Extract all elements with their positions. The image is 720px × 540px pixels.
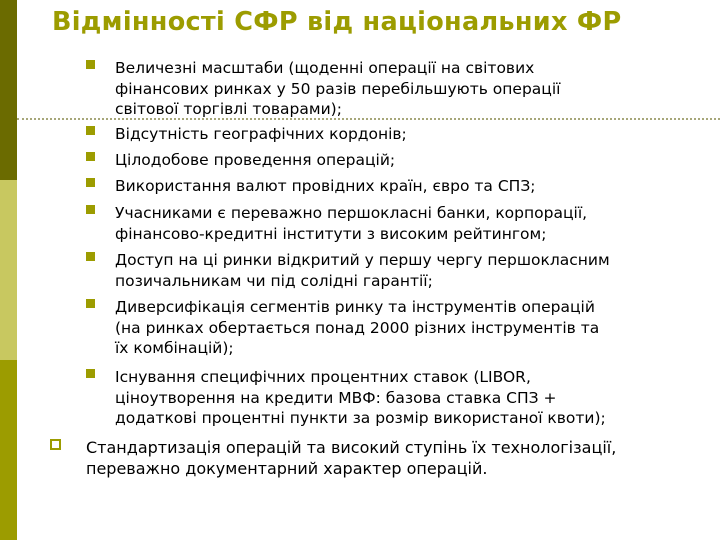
- text-line: переважно документарний характер операцій.: [86, 459, 488, 478]
- square-bullet-icon: [86, 178, 95, 187]
- text-line: Використання валют провідних країн, євро та СПЗ;: [115, 177, 536, 195]
- text-line: світової торгівлі товарами);: [115, 100, 342, 118]
- square-bullet-icon: [86, 252, 95, 261]
- text-line: Величезні масштаби (щоденні операції на світових: [115, 59, 535, 77]
- square-bullet-icon: [86, 60, 95, 69]
- sidebar-stripe-top: [0, 0, 17, 180]
- text-line: додаткові процентні пункти за розмір використаної квоти);: [115, 409, 606, 427]
- text-line: Доступ на ці ринки відкритий у першу чергу першокласним: [115, 251, 610, 269]
- text-line: ціноутворення на кредити МВФ: базова ставка СПЗ +: [115, 388, 557, 407]
- text-line: Існування специфічних процентних ставок (LIBOR,: [115, 368, 531, 386]
- list-item-text: [115, 250, 705, 291]
- square-bullet-icon: [86, 369, 95, 378]
- list-item-text: [115, 176, 705, 197]
- text-line: Стандартизація операцій та високий ступінь їх технологізації,: [86, 438, 617, 457]
- square-bullet-icon: [86, 152, 95, 161]
- list-item-text: [115, 124, 705, 145]
- square-bullet-icon: [86, 126, 95, 135]
- text-line: Відсутність географічних кордонів;: [115, 125, 407, 143]
- square-bullet-icon: [86, 299, 95, 308]
- list-item-text: [115, 297, 705, 359]
- text-line: (на ринках обертається понад 2000 різних інструментів та: [115, 318, 600, 337]
- text-line: Диверсифікація сегментів ринку та інструментів операцій: [115, 298, 595, 316]
- list-item-text: [115, 367, 705, 429]
- text-line: Учасниками є переважно першокласні банки, корпорації,: [115, 204, 588, 222]
- list-item-text: [115, 150, 705, 171]
- list-item-text: [115, 203, 705, 244]
- text-line: фінансових ринках у 50 разів перебільшують операції: [115, 79, 561, 98]
- text-line: Цілодобове проведення операцій;: [115, 151, 396, 169]
- square-bullet-icon: [86, 205, 95, 214]
- slide-title: Відмінності СФР від національних ФР: [52, 7, 622, 37]
- hollow-square-bullet-icon: [50, 439, 61, 450]
- list-item-text: [115, 58, 705, 120]
- text-line: позичальникам чи під солідні гарантії;: [115, 271, 433, 290]
- sidebar-stripe-middle: [0, 180, 17, 360]
- sidebar-stripe-bottom: [0, 360, 17, 540]
- text-line: їх комбінацій);: [115, 339, 234, 357]
- list-item-text: [86, 437, 716, 479]
- text-line: фінансово-кредитні інститути з високим рейтингом;: [115, 224, 547, 243]
